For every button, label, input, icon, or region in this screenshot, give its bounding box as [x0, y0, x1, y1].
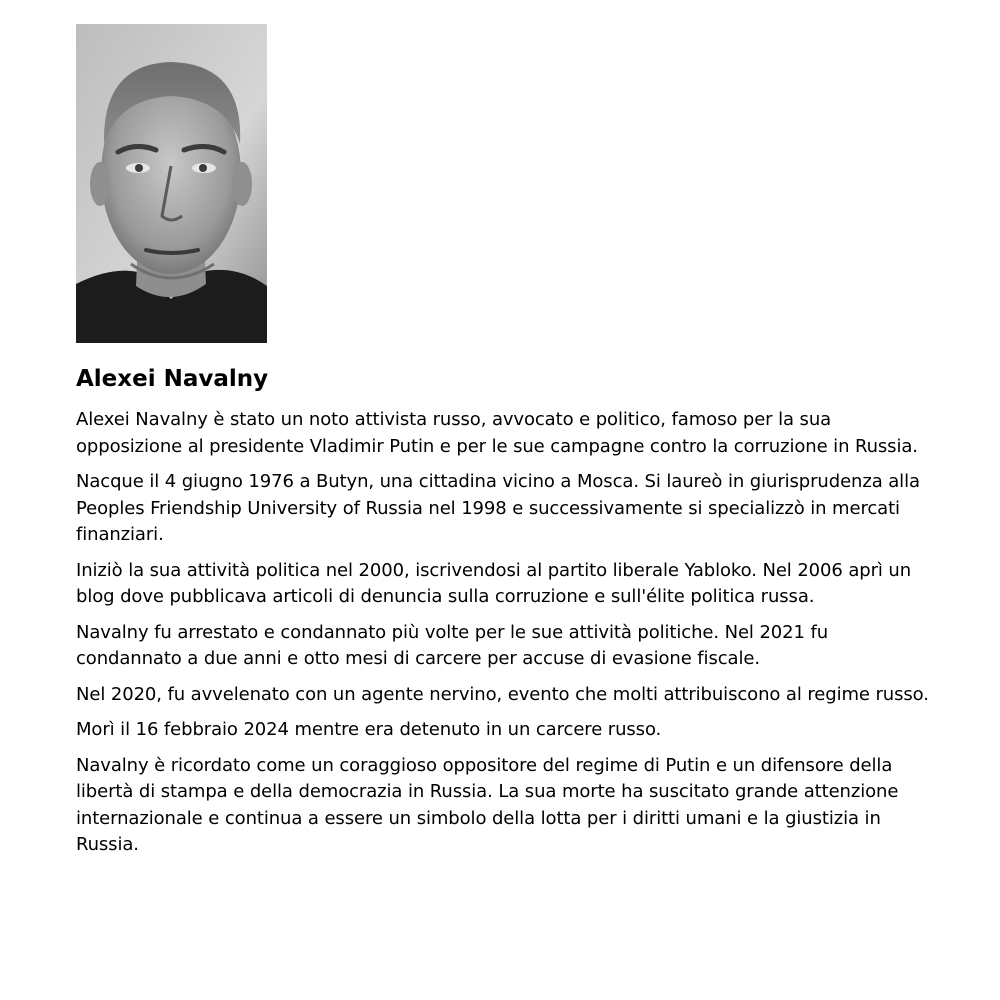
paragraph: Nacque il 4 giugno 1976 a Butyn, una cittadina vicino a Mosca. Si laureò in giurisprudenza alla Peoples Friendship University of Russia nel 1998 e successivamente si specializzò in mercati finanziari.: [76, 471, 920, 545]
profile-article: [76, 24, 936, 859]
portrait-photo-icon: [76, 24, 267, 343]
paragraph: Navalny fu arrestato e condannato più volte per le sue attività politiche. Nel 2021 fu condannato a due anni e otto mesi di carcere per accuse di evasione fiscale.: [76, 621, 829, 669]
paragraph: Nel 2020, fu avvelenato con un agente nervino, evento che molti attribuiscono al regime russo.: [76, 683, 929, 705]
portrait-photo: [76, 24, 267, 343]
page-title: Alexei Navalny: [76, 366, 269, 392]
paragraph: Navalny è ricordato come un coraggioso oppositore del regime di Putin e un difensore della libertà di stampa e della democrazia in Russia. La sua morte ha suscitato grande attenzione internazionale e continua a essere un simbolo della lotta per i diritti umani e la giustizia in Russia.: [76, 754, 899, 855]
paragraph: Morì il 16 febbraio 2024 mentre era detenuto in un carcere russo.: [76, 719, 662, 740]
paragraph: Alexei Navalny è stato un noto attivista russo, avvocato e politico, famoso per la sua opposizione al presidente Vladimir Putin e per le sue campagne contro la corruzione in Russia.: [76, 409, 918, 457]
biography-text: [76, 407, 936, 859]
paragraph: Iniziò la sua attività politica nel 2000, iscrivendosi al partito liberale Yabloko. Nel 2006 aprì un blog dove pubblicava articoli di denuncia sulla corruzione e sull'élite politica russa.: [76, 559, 912, 607]
